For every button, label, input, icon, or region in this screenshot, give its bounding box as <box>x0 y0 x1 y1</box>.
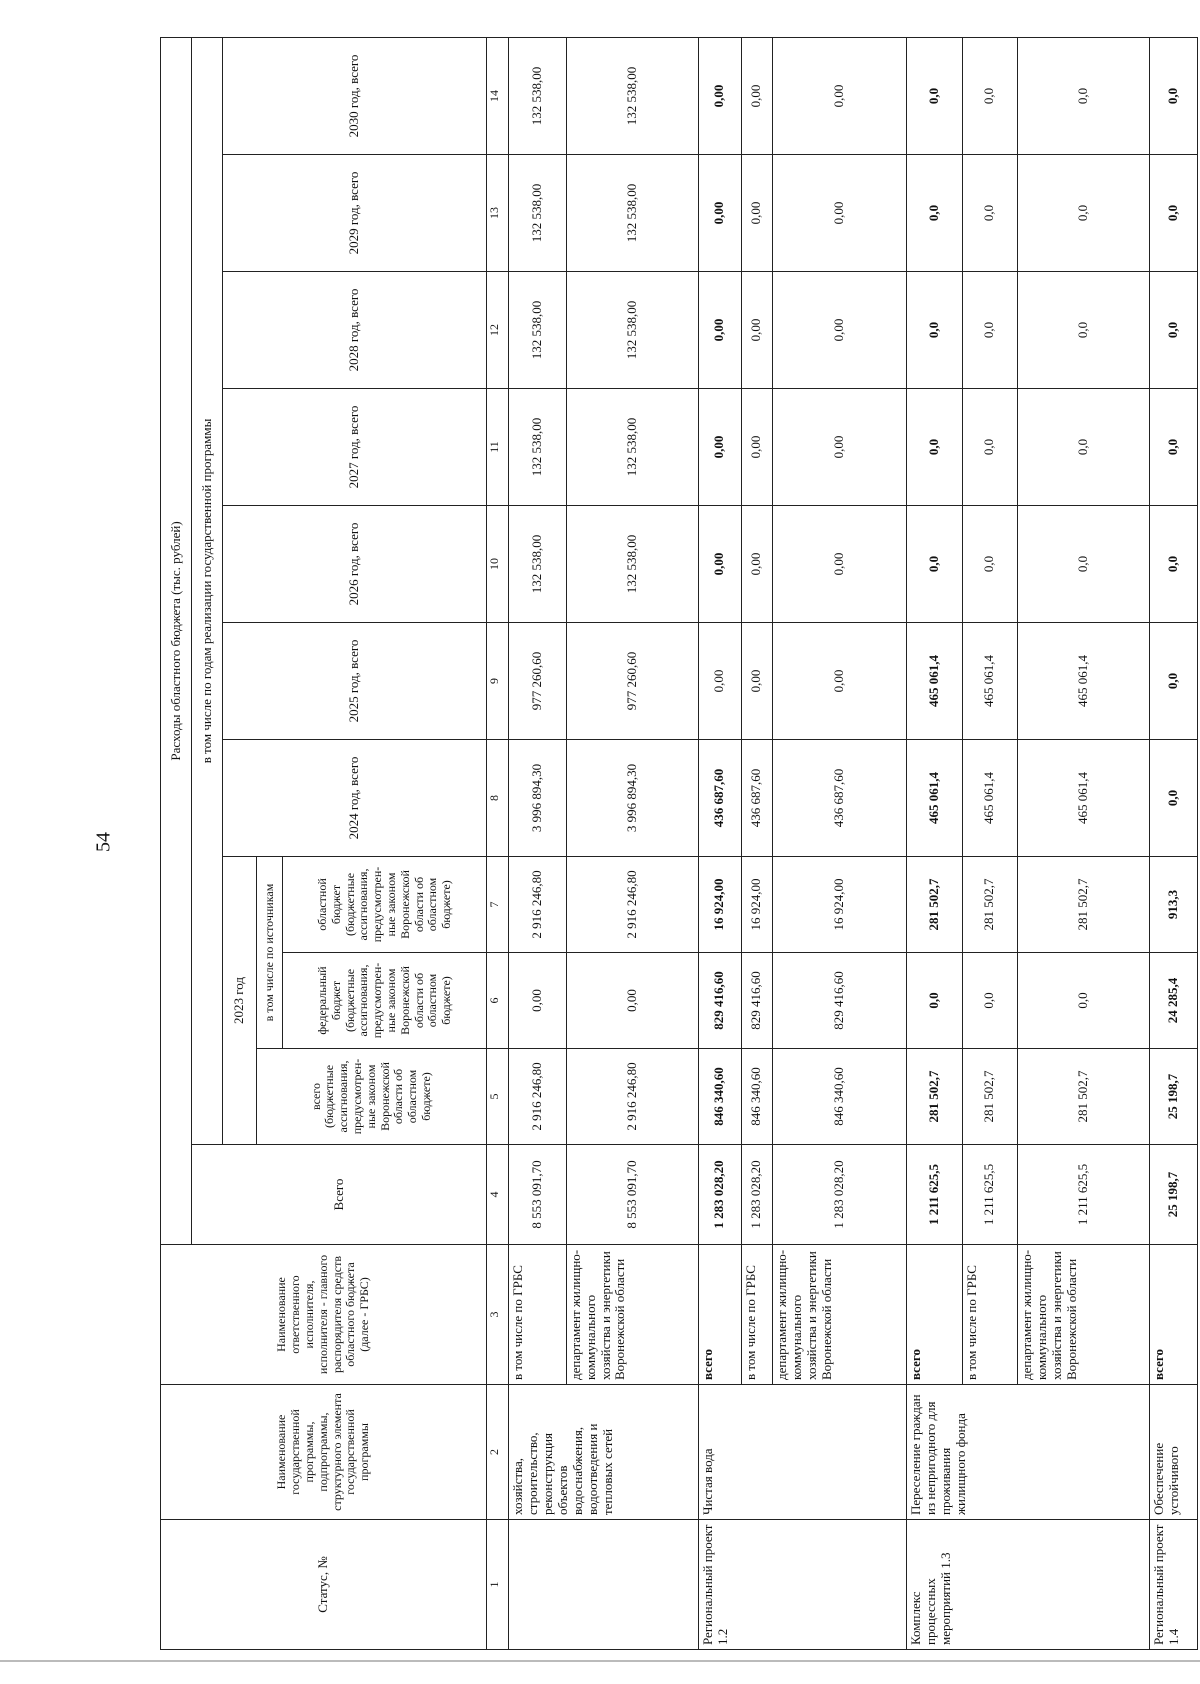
cell-value: 132 538,00 <box>509 272 567 389</box>
cell-value: 281 502,7 <box>962 857 1017 953</box>
cell-value: 0,0 <box>1149 506 1197 623</box>
header-total: Всего <box>192 1145 487 1245</box>
cell-value: 2 916 246,80 <box>509 857 567 953</box>
cell-value: 25 198,7 <box>1149 1145 1197 1245</box>
cell-value: 0,0 <box>907 506 962 623</box>
col-index: 13 <box>487 155 509 272</box>
cell-value: 977 260,60 <box>566 623 698 740</box>
row-executor: департамент жилищно-коммунального хозяйства и энергетики Воронежской области <box>566 1245 698 1385</box>
row-program-name: Переселение граждан из непригодного для проживания жилищного фонда <box>907 1385 1149 1520</box>
cell-value: 132 538,00 <box>509 155 567 272</box>
cell-value: 132 538,00 <box>566 37 698 154</box>
cell-value: 829 416,60 <box>698 953 741 1049</box>
table-row <box>698 37 741 1649</box>
cell-value: 436 687,60 <box>741 740 772 857</box>
cell-value: 0,0 <box>962 389 1017 506</box>
header-2026: 2026 год, всего <box>223 506 487 623</box>
header-program-name: Наименование государственной программы, подпрограммы, структурного элемента государственной программы <box>161 1385 487 1520</box>
cell-value: 1 283 028,20 <box>741 1145 772 1245</box>
row-status: Комплекс процессных мероприятий 1.3 <box>907 1520 1149 1650</box>
cell-value: 0,00 <box>773 155 907 272</box>
cell-value: 0,0 <box>1017 953 1149 1049</box>
col-index: 5 <box>487 1049 509 1145</box>
cell-value: 132 538,00 <box>566 389 698 506</box>
header-2027: 2027 год, всего <box>223 389 487 506</box>
cell-value: 0,0 <box>962 155 1017 272</box>
cell-value: 0,0 <box>1149 389 1197 506</box>
row-status: Региональный проект 1.4 <box>1149 1520 1197 1650</box>
cell-value: 0,0 <box>907 37 962 154</box>
cell-value: 846 340,60 <box>773 1049 907 1145</box>
cell-value: 281 502,7 <box>1017 857 1149 953</box>
col-index: 7 <box>487 857 509 953</box>
page-number: 54 <box>92 832 115 852</box>
cell-value: 281 502,7 <box>1017 1049 1149 1145</box>
col-index: 12 <box>487 272 509 389</box>
cell-value: 0,00 <box>741 389 772 506</box>
col-index: 3 <box>487 1245 509 1385</box>
header-status: Статус, № <box>161 1520 487 1650</box>
cell-value: 0,0 <box>962 272 1017 389</box>
row-executor: всего <box>698 1245 741 1385</box>
row-executor: в том числе по ГРБС <box>962 1245 1017 1385</box>
table-row <box>509 37 567 1649</box>
header-2025: 2025 год, всего <box>223 623 487 740</box>
cell-value: 132 538,00 <box>566 155 698 272</box>
cell-value: 0,0 <box>1017 37 1149 154</box>
cell-value: 8 553 091,70 <box>509 1145 567 1245</box>
cell-value: 0,0 <box>1017 506 1149 623</box>
row-executor: департамент жилищно-коммунального хозяйства и энергетики Воронежской области <box>773 1245 907 1385</box>
row-executor: в том числе по ГРБС <box>509 1245 567 1385</box>
cell-value: 0,00 <box>698 389 741 506</box>
cell-value: 0,00 <box>566 953 698 1049</box>
header-year-2023: 2023 год <box>223 857 257 1145</box>
row-program-name: хозяйства, строительство, реконструкция объектов водоснабжения, водоотведения и тепловых сетей <box>509 1385 699 1520</box>
cell-value: 0,0 <box>907 953 962 1049</box>
header-2024: 2024 год, всего <box>223 740 487 857</box>
col-index: 1 <box>487 1520 509 1650</box>
cell-value: 0,00 <box>773 37 907 154</box>
header-2028: 2028 год, всего <box>223 272 487 389</box>
cell-value: 436 687,60 <box>773 740 907 857</box>
cell-value: 846 340,60 <box>698 1049 741 1145</box>
cell-value: 829 416,60 <box>773 953 907 1049</box>
cell-value: 25 198,7 <box>1149 1049 1197 1145</box>
row-executor: всего <box>907 1245 962 1385</box>
cell-value: 0,00 <box>741 506 772 623</box>
cell-value: 465 061,4 <box>1017 740 1149 857</box>
cell-value: 1 211 625,5 <box>1017 1145 1149 1245</box>
cell-value: 0,0 <box>1149 623 1197 740</box>
col-index: 10 <box>487 506 509 623</box>
cell-value: 0,0 <box>907 155 962 272</box>
row-status <box>509 1520 699 1650</box>
cell-value: 0,00 <box>773 389 907 506</box>
row-executor: в том числе по ГРБС <box>741 1245 772 1385</box>
cell-value: 3 996 894,30 <box>566 740 698 857</box>
cell-value: 281 502,7 <box>907 1049 962 1145</box>
cell-value: 829 416,60 <box>741 953 772 1049</box>
cell-value: 1 211 625,5 <box>962 1145 1017 1245</box>
cell-value: 0,00 <box>698 272 741 389</box>
cell-value: 3 996 894,30 <box>509 740 567 857</box>
cell-value: 0,0 <box>907 389 962 506</box>
row-executor: всего <box>1149 1245 1197 1385</box>
cell-value: 0,00 <box>741 623 772 740</box>
cell-value: 465 061,4 <box>907 740 962 857</box>
cell-value: 0,0 <box>907 272 962 389</box>
cell-value: 0,0 <box>1017 155 1149 272</box>
cell-value: 2 916 246,80 <box>509 1049 567 1145</box>
cell-value: 0,0 <box>962 953 1017 1049</box>
cell-value: 465 061,4 <box>962 740 1017 857</box>
cell-value: 0,00 <box>773 272 907 389</box>
cell-value: 132 538,00 <box>566 506 698 623</box>
cell-value: 0,00 <box>698 155 741 272</box>
row-program-name: Обеспечение устойчивого <box>1149 1385 1197 1520</box>
cell-value: 0,0 <box>962 37 1017 154</box>
cell-value: 16 924,00 <box>773 857 907 953</box>
cell-value: 0,0 <box>1149 272 1197 389</box>
cell-value: 0,0 <box>1149 740 1197 857</box>
cell-value: 913,3 <box>1149 857 1197 953</box>
cell-value: 0,00 <box>509 953 567 1049</box>
table-row <box>907 37 962 1649</box>
cell-value: 0,0 <box>1017 389 1149 506</box>
cell-value: 24 285,4 <box>1149 953 1197 1049</box>
cell-value: 977 260,60 <box>509 623 567 740</box>
cell-value: 2 916 246,80 <box>566 1049 698 1145</box>
cell-value: 0,00 <box>741 37 772 154</box>
cell-value: 132 538,00 <box>509 389 567 506</box>
cell-value: 2 916 246,80 <box>566 857 698 953</box>
col-index: 8 <box>487 740 509 857</box>
cell-value: 0,00 <box>741 272 772 389</box>
header-2030: 2030 год, всего <box>223 37 487 154</box>
header-executor: Наименование ответственного исполнителя, исполнителя - главного распорядителя средств областного бюджета (далее - ГРБС) <box>161 1245 487 1385</box>
cell-value: 1 283 028,20 <box>698 1145 741 1245</box>
scan-edge-line <box>0 1660 1200 1662</box>
cell-value: 465 061,4 <box>962 623 1017 740</box>
col-index: 4 <box>487 1145 509 1245</box>
header-2029: 2029 год, всего <box>223 155 487 272</box>
row-program-name: Чистая вода <box>698 1385 907 1520</box>
rotated-page-content <box>160 38 1198 1650</box>
budget-table <box>160 37 1198 1650</box>
cell-value: 8 553 091,70 <box>566 1145 698 1245</box>
header-2023-regional: областной бюджет (бюджетные ассигнования, предусмотрен-ные законом Воронежской области об областном бюджете) <box>283 857 487 953</box>
cell-value: 0,00 <box>698 506 741 623</box>
cell-value: 0,00 <box>773 506 907 623</box>
header-by-sources: в том числе по источникам <box>257 857 283 1049</box>
cell-value: 0,00 <box>741 155 772 272</box>
cell-value: 0,00 <box>773 623 907 740</box>
col-index: 14 <box>487 37 509 154</box>
cell-value: 132 538,00 <box>509 506 567 623</box>
header-expenses: Расходы областного бюджета (тыс. рублей) <box>161 37 192 1244</box>
cell-value: 281 502,7 <box>907 857 962 953</box>
header-2023-federal: федеральный бюджет (бюджетные ассигнования, предусмотрен-ные законом Воронежской области об областном бюджете) <box>283 953 487 1049</box>
cell-value: 0,00 <box>698 623 741 740</box>
cell-value: 16 924,00 <box>698 857 741 953</box>
row-status: Региональный проект 1.2 <box>698 1520 907 1650</box>
cell-value: 1 211 625,5 <box>907 1145 962 1245</box>
cell-value: 0,0 <box>1149 155 1197 272</box>
col-index: 6 <box>487 953 509 1049</box>
col-index: 2 <box>487 1385 509 1520</box>
cell-value: 132 538,00 <box>566 272 698 389</box>
cell-value: 465 061,4 <box>1017 623 1149 740</box>
header-by-years: в том числе по годам реализации государственной программы <box>192 37 223 1144</box>
cell-value: 465 061,4 <box>907 623 962 740</box>
cell-value: 0,00 <box>698 37 741 154</box>
cell-value: 0,0 <box>1017 272 1149 389</box>
cell-value: 132 538,00 <box>509 37 567 154</box>
col-index: 9 <box>487 623 509 740</box>
header-2023-total: всего (бюджетные ассигнования, предусмотрен-ные законом Воронежской области об областном бюджете) <box>257 1049 487 1145</box>
table-row <box>1149 37 1197 1649</box>
cell-value: 846 340,60 <box>741 1049 772 1145</box>
cell-value: 281 502,7 <box>962 1049 1017 1145</box>
cell-value: 0,0 <box>962 506 1017 623</box>
cell-value: 436 687,60 <box>698 740 741 857</box>
cell-value: 16 924,00 <box>741 857 772 953</box>
cell-value: 1 283 028,20 <box>773 1145 907 1245</box>
row-executor: департамент жилищно-коммунального хозяйства и энергетики Воронежской области <box>1017 1245 1149 1385</box>
cell-value: 0,0 <box>1149 37 1197 154</box>
col-index: 11 <box>487 389 509 506</box>
